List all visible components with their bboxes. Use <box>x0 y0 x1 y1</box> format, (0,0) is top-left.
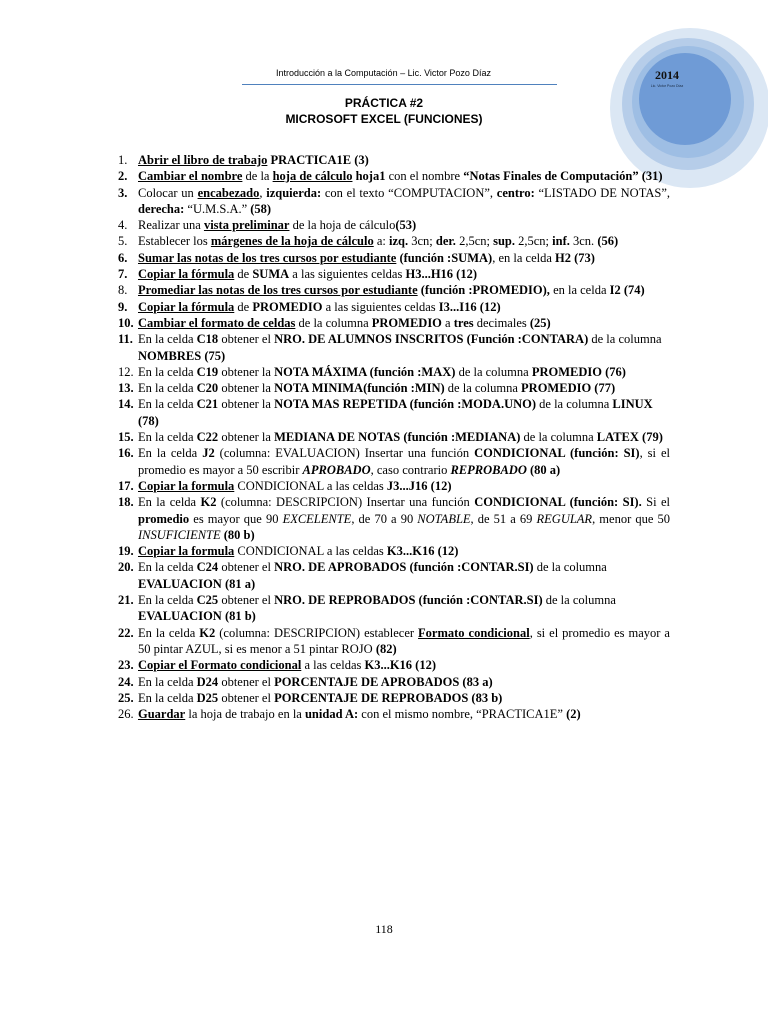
list-item <box>118 543 670 559</box>
list-item-number: 1. <box>118 153 128 167</box>
list-item-number: 3. <box>118 185 128 200</box>
list-item-text: En la celda C18 obtener el NRO. DE ALUMNOS INSCRITOS (Función :CONTARA) de la columna NOMBRES (75) <box>138 332 662 363</box>
list-item <box>118 364 670 380</box>
list-item <box>118 478 670 494</box>
instruction-list <box>118 152 670 722</box>
list-item-text: En la celda D25 obtener el PORCENTAJE DE REPROBADOS (83 b) <box>138 690 503 705</box>
list-item-text: En la celda C19 obtener la NOTA MÁXIMA (función :MAX) de la columna PROMEDIO (76) <box>138 364 626 379</box>
running-header: Introducción a la Computación – Lic. Victor Pozo Díaz <box>276 68 491 78</box>
list-item-number: 2. <box>118 169 128 184</box>
list-item <box>118 217 670 233</box>
list-item <box>118 282 670 298</box>
list-item <box>118 592 670 625</box>
list-item <box>118 445 670 478</box>
practice-subtitle: MICROSOFT EXCEL (FUNCIONES) <box>285 112 483 126</box>
badge-author: Lic. Victor Pozo Díaz <box>650 84 684 88</box>
list-item-number: 11. <box>118 332 133 347</box>
list-item <box>118 250 670 266</box>
list-item-text: Promediar las notas de los tres cursos por estudiante (función :PROMEDIO), en la celda I2 (74) <box>138 283 645 298</box>
list-item <box>118 494 670 543</box>
header-rule <box>242 84 557 85</box>
list-item-text: En la celda D24 obtener el PORCENTAJE DE APROBADOS (83 a) <box>138 674 493 689</box>
list-item <box>118 396 670 429</box>
list-item-number: 18. <box>118 495 134 510</box>
list-item <box>118 331 670 364</box>
list-item-text: En la celda C25 obtener el NRO. DE REPROBADOS (función :CONTAR.SI) de la columna EVALUACION (81 b) <box>138 593 616 624</box>
list-item-number: 25. <box>118 690 134 705</box>
list-item-number: 8. <box>118 283 128 298</box>
list-item <box>118 690 670 706</box>
list-item-text: Copiar la fórmula de PROMEDIO a las siguientes celdas I3...I16 (12) <box>138 299 501 314</box>
list-item-text: Abrir el libro de trabajo PRACTICA1E (3) <box>138 153 369 167</box>
list-item-text: Realizar una vista preliminar de la hoja de cálculo(53) <box>138 218 417 233</box>
list-item-number: 17. <box>118 478 134 493</box>
practice-title: PRÁCTICA #2 <box>344 96 424 110</box>
list-item <box>118 429 670 445</box>
list-item <box>118 152 670 168</box>
list-item-number: 16. <box>118 446 134 461</box>
list-item-text: Sumar las notas de los tres cursos por estudiante (función :SUMA), en la celda H2 (73) <box>138 250 595 265</box>
list-item <box>118 625 670 658</box>
list-item-text: Copiar la formula CONDICIONAL a las celdas J3...J16 (12) <box>138 478 452 493</box>
list-item-number: 4. <box>118 218 128 233</box>
list-item-text: Cambiar el formato de celdas de la columna PROMEDIO a tres decimales (25) <box>138 315 551 330</box>
list-item <box>118 315 670 331</box>
list-item-text: En la celda J2 (columna: EVALUACION) Insertar una función CONDICIONAL (función: SI), si el promedio es mayor a 50 escribir APROBADO, caso contrario REPROBADO (80 a) <box>138 446 670 477</box>
list-item-number: 6. <box>118 250 128 265</box>
list-item-number: 12. <box>118 364 134 379</box>
list-item-text: En la celda C21 obtener la NOTA MAS REPETIDA (función :MODA.UNO) de la columna LINUX (78) <box>138 397 653 428</box>
list-item <box>118 168 670 184</box>
list-item-number: 24. <box>118 674 134 689</box>
list-item <box>118 185 670 218</box>
list-item-text: Copiar el Formato condicional a las celdas K3...K16 (12) <box>138 658 437 673</box>
list-item-text: Copiar la formula CONDICIONAL a las celdas K3...K16 (12) <box>138 544 459 559</box>
list-item-number: 7. <box>118 267 128 282</box>
list-item-text: En la celda K2 (columna: DESCRIPCION) establecer Formato condicional, si el promedio es mayor a 50 pintar AZUL, si es menor a 51 pintar ROJO (82) <box>138 625 670 656</box>
list-item-number: 23. <box>118 658 134 673</box>
year-label: 2014 <box>655 68 679 82</box>
list-item-number: 5. <box>118 234 128 249</box>
page-number: 118 <box>375 922 393 936</box>
list-item-number: 26. <box>118 707 134 722</box>
list-item-text: En la celda C24 obtener el NRO. DE APROBADOS (función :CONTAR.SI) de la columna EVALUACION (81 a) <box>138 560 607 591</box>
list-item-text: En la celda C22 obtener la MEDIANA DE NOTAS (función :MEDIANA) de la columna LATEX (79) <box>138 430 663 445</box>
list-item <box>118 233 670 249</box>
list-item-number: 15. <box>118 430 134 445</box>
list-item-text: Copiar la fórmula de SUMA a las siguientes celdas H3...H16 (12) <box>138 267 477 282</box>
list-item <box>118 559 670 592</box>
list-item-text: Guardar la hoja de trabajo en la unidad A: con el mismo nombre, “PRACTICA1E” (2) <box>138 707 581 722</box>
list-item-number: 19. <box>118 544 134 559</box>
list-item-number: 22. <box>118 625 134 640</box>
list-item <box>118 706 670 722</box>
list-item <box>118 380 670 396</box>
list-item <box>118 266 670 282</box>
list-item-number: 9. <box>118 299 128 314</box>
list-item <box>118 657 670 673</box>
list-item-text: Colocar un encabezado, izquierda: con el texto “COMPUTACION”, centro: “LISTADO DE NOTAS”, derecha: “U.M.S.A.” (58) <box>138 185 670 216</box>
list-item <box>118 674 670 690</box>
list-item-number: 20. <box>118 560 134 575</box>
list-item-text: Cambiar el nombre de la hoja de cálculo hoja1 con el nombre “Notas Finales de Computación” (31) <box>138 169 663 184</box>
list-item-text: Establecer los márgenes de la hoja de cálculo a: izq. 3cn; der. 2,5cn; sup. 2,5cn; inf. 3cn. (56) <box>138 234 619 249</box>
list-item-number: 13. <box>118 381 134 396</box>
list-item-number: 21. <box>118 593 134 608</box>
list-item <box>118 299 670 315</box>
list-item-number: 10. <box>118 315 134 330</box>
list-item-text: En la celda K2 (columna: DESCRIPCION) Insertar una función CONDICIONAL (función: SI). Si el promedio es mayor que 90 EXCELENTE, de 70 a 90 NOTABLE, de 51 a 69 REGULAR, menor que 50 INSUFICIENTE (80 b) <box>138 495 670 542</box>
list-item-number: 14. <box>118 397 134 412</box>
list-item-text: En la celda C20 obtener la NOTA MINIMA(función :MIN) de la columna PROMEDIO (77) <box>138 381 616 396</box>
